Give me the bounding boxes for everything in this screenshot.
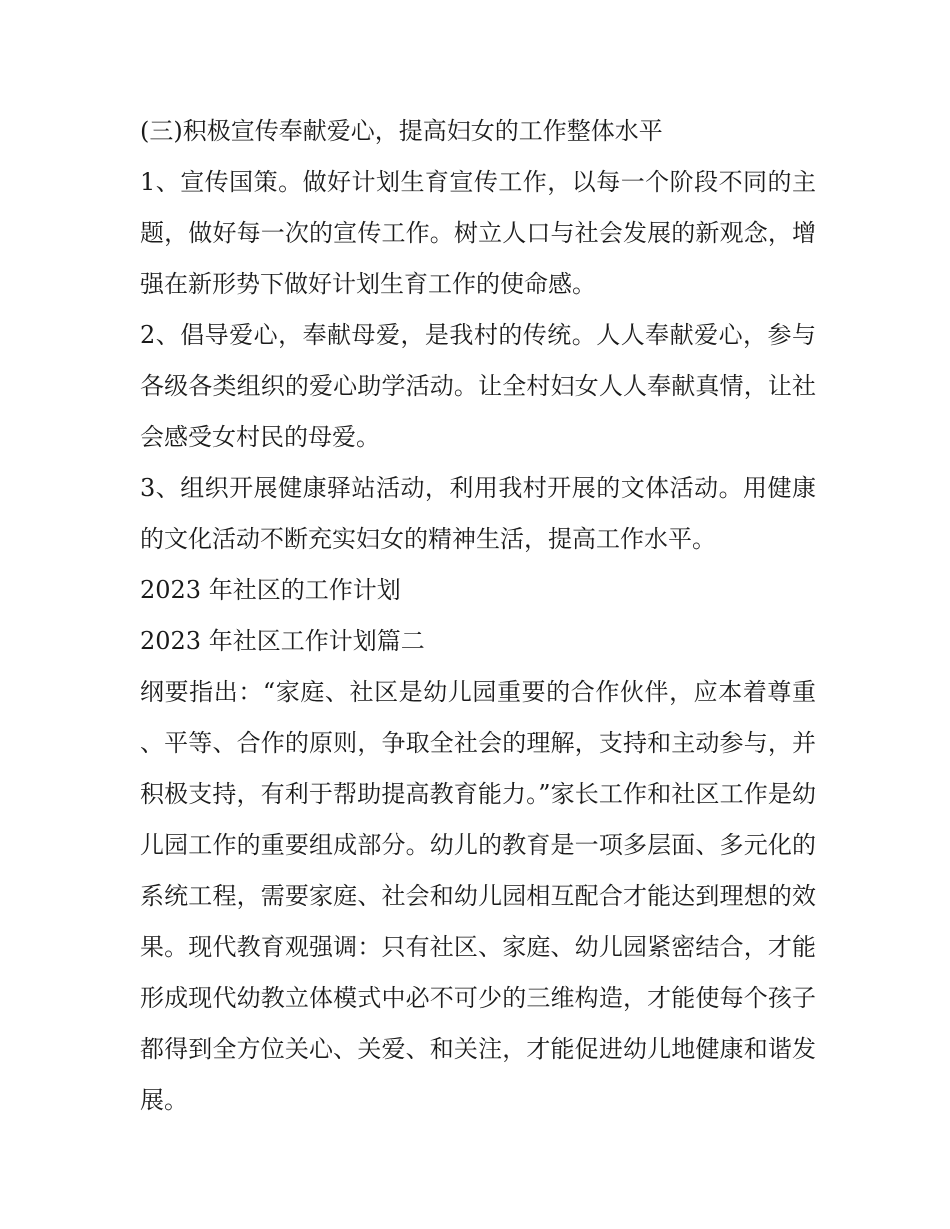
list-item: 2、倡导爱心，奉献母爱，是我村的传统。人人奉献爱心，参与各级各类组织的爱心助学活动。让全村妇女人人奉献真情，让社会感受女村民的母爱。 bbox=[140, 321, 816, 451]
section-subtitle: 2023 年社区工作计划篇二 bbox=[140, 627, 425, 655]
list-item: 1、宣传国策。做好计划生育宣传工作，以每一个阶段不同的主题，做好每一次的宣传工作。树立人口与社会发展的新观念，增强在新形势下做好计划生育工作的使命感。 bbox=[140, 168, 816, 298]
section-heading: (三)积极宣传奉献爱心，提高妇女的工作整体水平 bbox=[140, 117, 663, 145]
body-paragraph: 纲要指出：“家庭、社区是幼儿园重要的合作伙伴，应本着尊重、平等、合作的原则，争取全社会的理解，支持和主动参与，并积极支持，有利于帮助提高教育能力。”家长工作和社区工作是幼儿园工作的重要组成部分。幼儿的教育是一项多层面、多元化的系统工程，需要家庭、社会和幼儿园相互配合才能达到理想的效果。现代教育观强调：只有社区、家庭、幼儿园紧密结合，才能形成现代幼教立体模式中必不可少的三维构造，才能使每个孩子都得到全方位关心、关爱、和关注，才能促进幼儿地健康和谐发展。 bbox=[140, 678, 816, 1114]
list-item: 3、组织开展健康驿站活动，利用我村开展的文体活动。用健康的文化活动不断充实妇女的精神生活，提高工作水平。 bbox=[140, 474, 816, 553]
document-title: 2023 年社区的工作计划 bbox=[140, 576, 401, 604]
document-body bbox=[140, 106, 816, 1126]
